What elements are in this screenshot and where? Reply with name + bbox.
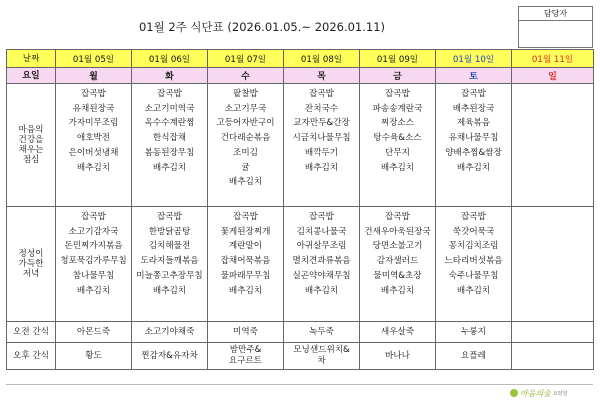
menu-item: 건다래순볶음 [220, 133, 271, 144]
menu-item: 물파래무무침 [220, 270, 271, 281]
menu-item: 건새우아욱된장국 [364, 226, 431, 237]
menu-item: 잡채어묵볶음 [220, 256, 271, 267]
menu-item: 배추김치 [152, 285, 187, 296]
menu-item: 팥찰밥 [233, 89, 258, 99]
date-cell: 01월 07일 [208, 50, 284, 68]
menu-item: 시금치나물무침 [292, 133, 351, 144]
snack-item: 모닝샌드위치& 차 [293, 345, 350, 366]
menu-item: 배깍두기 [304, 147, 339, 158]
logo-subtext: 요양원 [552, 390, 568, 397]
snack-item: 누룽지 [461, 326, 486, 337]
date-cell: 01월 08일 [284, 50, 360, 68]
snack-item: 찐감자&유자차 [141, 350, 198, 361]
weekday-cell: 화 [132, 68, 208, 84]
date-cell: 01월 05일 [56, 50, 132, 68]
pm_snack-cell [132, 343, 208, 370]
menu-item: 소고기감자국 [68, 226, 119, 237]
pm_snack-cell [436, 343, 512, 370]
page-title: 01월 2주 식단표 (2026.01.05.~ 2026.01.11) [138, 20, 386, 34]
lunch-cell [512, 84, 594, 207]
pm_snack-cell [512, 343, 594, 370]
lunch-cell [360, 84, 436, 207]
snack-item: 녹두죽 [309, 326, 334, 337]
menu-item: 잡곡밥 [461, 89, 486, 99]
menu-item: 잡곡밥 [309, 212, 334, 222]
date-row [7, 50, 594, 68]
approval-box [518, 6, 593, 48]
menu-item: 양배추찜&쌈장 [445, 147, 502, 158]
lunch-cell [284, 84, 360, 207]
menu-item: 쑥갓어묵국 [452, 226, 495, 237]
menu-item: 꽁치김치조림 [448, 241, 499, 252]
snack-item: 새우살죽 [380, 326, 415, 337]
logo [510, 385, 594, 401]
snack-item: 요플레 [461, 350, 486, 361]
menu-item: 옥수수계란찜 [144, 118, 195, 129]
lunch-cell [56, 84, 132, 207]
menu-item: 배추김치 [304, 162, 339, 173]
menu-item: 단무지 [385, 147, 410, 158]
menu-item: 봄동된장무침 [144, 147, 195, 158]
logo-text: 마음의숲 [520, 388, 551, 398]
menu-item: 계란말이 [228, 241, 263, 252]
menu-item: 조미김 [233, 147, 258, 158]
snack-item: 아몬드죽 [76, 326, 111, 337]
menu-item: 고등어자반구이 [216, 118, 275, 129]
date-cell: 01월 06일 [132, 50, 208, 68]
pm_snack-cell [284, 343, 360, 370]
menu-item: 잡곡밥 [157, 212, 182, 222]
menu-item: 감자샐러드 [376, 256, 419, 267]
am_snack-cell [56, 322, 132, 343]
lunch-cell [436, 84, 512, 207]
menu-item: 배추김치 [152, 162, 187, 173]
weekday-label: 요일 [7, 68, 56, 84]
menu-item: 잡곡밥 [385, 89, 410, 99]
menu-item: 잡곡밥 [461, 212, 486, 222]
am_snack-row [7, 322, 594, 343]
menu-item: 제육볶음 [456, 118, 491, 129]
menu-item: 배추김치 [228, 285, 263, 296]
menu-item: 멸치견과류볶음 [292, 256, 351, 267]
menu-item: 찌장소스 [380, 118, 415, 129]
menu-item: 은이버섯냉채 [68, 147, 119, 158]
menu-item: 김치콩나물국 [296, 226, 347, 237]
menu-item: 실곤약야채무침 [292, 270, 351, 281]
lunch-cell [208, 84, 284, 207]
menu-item: 잡곡밥 [309, 89, 334, 99]
menu-item: 유채나물무침 [448, 133, 499, 144]
menu-item: 귤 [241, 162, 250, 173]
pm_snack-label: 오후 간식 [7, 343, 56, 370]
menu-item: 미늘쫑고추장무침 [136, 270, 203, 281]
lunch-row [7, 84, 594, 207]
dinner-cell [436, 207, 512, 322]
menu-item: 배추김치 [456, 162, 491, 173]
menu-item: 배추김치 [76, 285, 111, 296]
weekday-cell: 수 [208, 68, 284, 84]
menu-item: 숙주나물무침 [448, 270, 499, 281]
menu-item: 파송송계란국 [372, 103, 423, 114]
leaf-icon [510, 389, 518, 397]
am_snack-cell [512, 322, 594, 343]
weekday-cell: 월 [56, 68, 132, 84]
date-label: 날짜 [7, 50, 56, 68]
menu-item: 참나물무침 [72, 270, 115, 281]
snack-item: 소고기야채죽 [144, 326, 195, 337]
menu-item: 탕수육&소스 [373, 133, 422, 144]
dinner-cell [208, 207, 284, 322]
approval-label: 담당자 [519, 7, 592, 21]
lunch-label: 마음의 건강을 채우는 점심 [7, 84, 56, 207]
am_snack-cell [208, 322, 284, 343]
menu-item: 느타리버섯볶음 [444, 256, 503, 267]
snack-item: 바나나 [385, 350, 410, 361]
menu-table [6, 49, 594, 370]
menu-item: 배추된장국 [452, 103, 495, 114]
am_snack-label: 오전 간식 [7, 322, 56, 343]
menu-item: 도라지들깨볶음 [140, 256, 199, 267]
menu-item: 잡곡밥 [81, 212, 106, 222]
pm_snack-cell [360, 343, 436, 370]
menu-item: 배추김치 [228, 177, 263, 188]
dinner-row [7, 207, 594, 322]
menu-item: 배추김치 [76, 162, 111, 173]
menu-item: 물미역&초장 [373, 270, 422, 281]
snack-item: 밤만주& 요구르트 [228, 345, 263, 366]
pm_snack-cell [208, 343, 284, 370]
am_snack-cell [360, 322, 436, 343]
menu-item: 애호박전 [76, 133, 111, 144]
footer-divider [6, 384, 593, 385]
menu-item: 돈민찌가지볶음 [64, 241, 123, 252]
am_snack-cell [284, 322, 360, 343]
menu-item: 당면소불고기 [372, 241, 423, 252]
menu-item: 잡곡밥 [385, 212, 410, 222]
am_snack-cell [132, 322, 208, 343]
weekday-cell: 금 [360, 68, 436, 84]
lunch-cell [132, 84, 208, 207]
menu-item: 아귀살무조림 [296, 241, 347, 252]
menu-item: 꽃게된장찌개 [220, 226, 271, 237]
menu-item: 유채된장국 [72, 103, 115, 114]
dinner-cell [360, 207, 436, 322]
pm_snack-row [7, 343, 594, 370]
am_snack-cell [436, 322, 512, 343]
dinner-cell [132, 207, 208, 322]
menu-item: 김치해물전 [148, 241, 191, 252]
menu-item: 배추김치 [304, 285, 339, 296]
menu-item: 잔치국수 [304, 103, 339, 114]
menu-item: 한방닭곰탕 [148, 226, 191, 237]
dinner-cell [512, 207, 594, 322]
menu-item: 청포묵김가루무침 [60, 256, 127, 267]
dinner-cell [284, 207, 360, 322]
date-cell: 01월 10일 [436, 50, 512, 68]
weekday-cell: 토 [436, 68, 512, 84]
menu-item: 잡곡밥 [233, 212, 258, 222]
menu-item: 배추김치 [380, 285, 415, 296]
weekday-cell: 목 [284, 68, 360, 84]
menu-item: 소고기미역국 [144, 103, 195, 114]
snack-item: 황도 [85, 350, 102, 361]
date-cell: 01월 11일 [512, 50, 594, 68]
pm_snack-cell [56, 343, 132, 370]
menu-item: 교자만두&간장 [293, 118, 350, 129]
menu-item: 배추김치 [456, 285, 491, 296]
dinner-label: 정성이 가득한 저녁 [7, 207, 56, 322]
menu-item: 소고기무국 [224, 103, 267, 114]
date-cell: 01월 09일 [360, 50, 436, 68]
menu-item: 잡곡밥 [157, 89, 182, 99]
title-row [6, 6, 593, 48]
weekday-cell: 일 [512, 68, 594, 84]
menu-item: 가자미무조림 [68, 118, 119, 129]
dinner-cell [56, 207, 132, 322]
menu-item: 배추김치 [380, 162, 415, 173]
snack-item: 미역죽 [233, 326, 258, 337]
weekday-row [7, 68, 594, 84]
menu-item: 한식잡채 [152, 133, 187, 144]
menu-item: 잡곡밥 [81, 89, 106, 99]
